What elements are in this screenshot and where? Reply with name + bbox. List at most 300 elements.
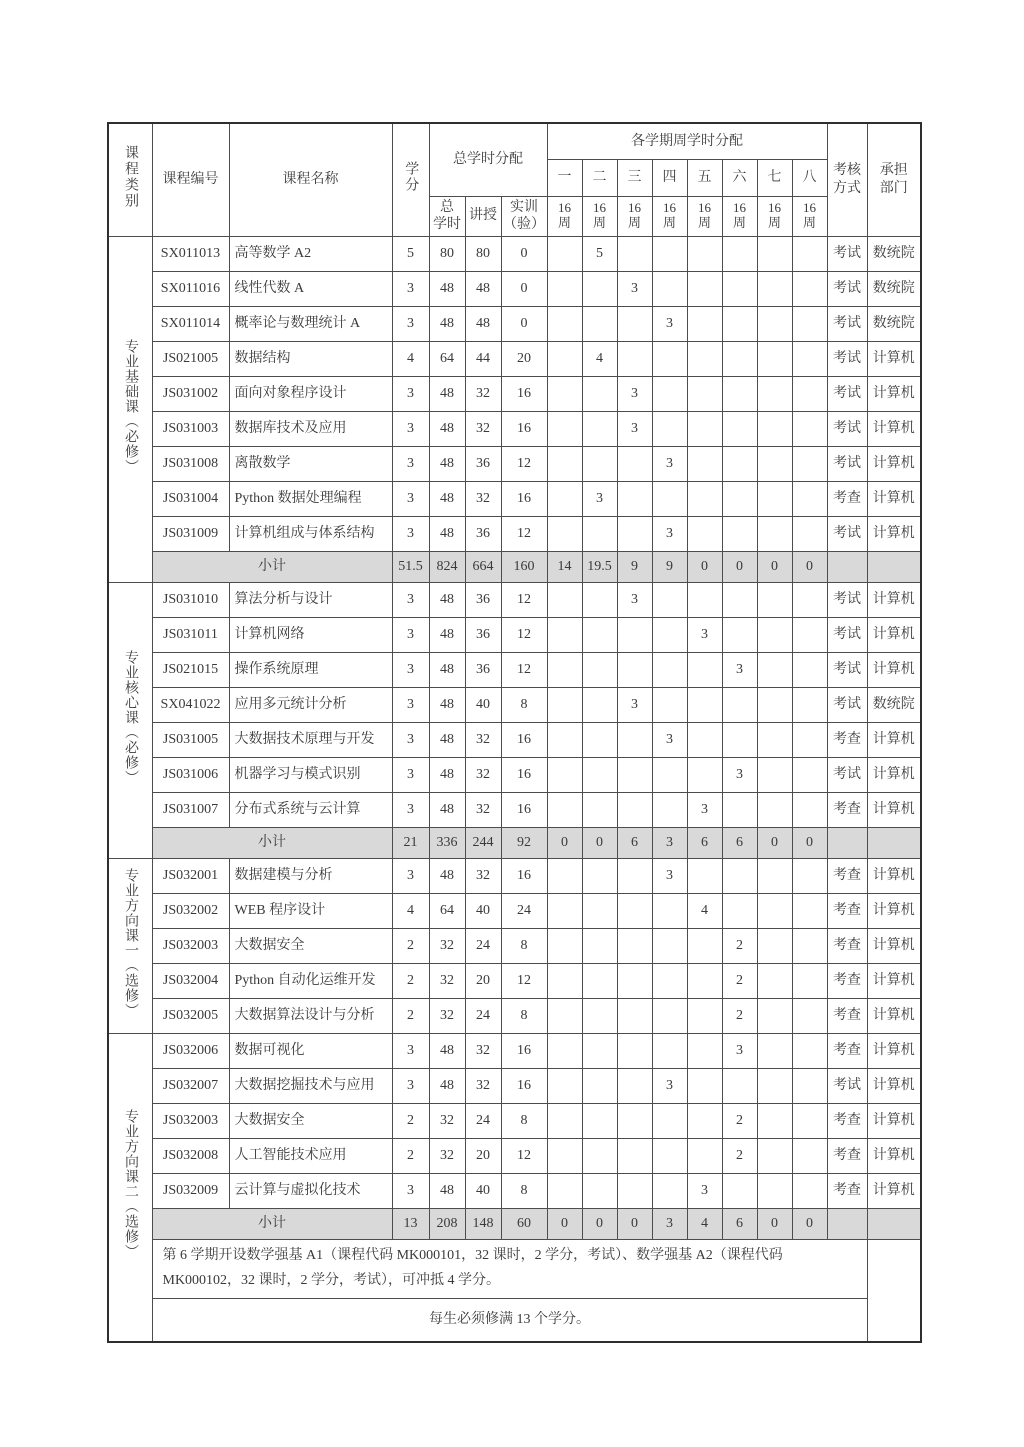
lecture-hours-cell: 20	[465, 1138, 501, 1173]
semester-hours-cell	[757, 963, 792, 998]
semester-hours-cell	[792, 516, 827, 551]
department-cell: 计算机	[867, 1068, 921, 1103]
practice-hours-cell: 12	[501, 1138, 547, 1173]
category-label: 专业基础课（必修）	[123, 338, 138, 474]
semester-hours-cell	[652, 271, 687, 306]
subtotal-row	[108, 1208, 921, 1239]
total-hours-cell: 48	[429, 582, 465, 617]
lecture-hours-cell: 24	[465, 928, 501, 963]
total-hours-cell: 48	[429, 376, 465, 411]
weeks-value: 16	[593, 200, 607, 216]
subtotal-semester-cell: 0	[757, 551, 792, 582]
course-code: JS021015	[152, 652, 229, 687]
lecture-hours-cell: 32	[465, 376, 501, 411]
semester-hours-cell	[792, 757, 827, 792]
course-row	[108, 411, 921, 446]
semester-hours-cell	[582, 928, 617, 963]
lecture-hours-cell: 32	[465, 1068, 501, 1103]
category-cell	[108, 1033, 152, 1342]
course-name: 机器学习与模式识别	[229, 757, 392, 792]
header-credits	[392, 123, 429, 236]
semester-hours-cell: 3	[652, 446, 687, 481]
course-row	[108, 928, 921, 963]
subtotal-semester-cell: 6	[722, 1208, 757, 1239]
total-hours-cell: 32	[429, 963, 465, 998]
course-row	[108, 446, 921, 481]
course-row	[108, 306, 921, 341]
credits-cell: 4	[392, 893, 429, 928]
semester-hours-cell	[687, 1033, 722, 1068]
practice-hours-cell: 0	[501, 306, 547, 341]
total-hours-cell: 32	[429, 998, 465, 1033]
practice-hours-cell: 8	[501, 687, 547, 722]
course-name: Python 数据处理编程	[229, 481, 392, 516]
semester-hours-cell	[687, 236, 722, 271]
semester-hours-cell	[722, 893, 757, 928]
header-row-1	[108, 123, 921, 159]
semester-hours-cell	[757, 271, 792, 306]
semester-hours-cell	[652, 617, 687, 652]
semester-hours-cell	[722, 1173, 757, 1208]
semester-hours-cell	[687, 652, 722, 687]
practice-hours-cell: 12	[501, 582, 547, 617]
subtotal-assessment-cell	[827, 827, 867, 858]
semester-hours-cell	[757, 757, 792, 792]
semester-hours-cell	[547, 306, 582, 341]
semester-hours-cell	[792, 481, 827, 516]
curriculum-table	[107, 122, 922, 1343]
course-row	[108, 722, 921, 757]
semester-hours-cell	[652, 1033, 687, 1068]
semester-hours-cell	[792, 446, 827, 481]
credits-cell: 3	[392, 858, 429, 893]
semester-hours-cell	[652, 928, 687, 963]
semester-hours-cell	[652, 341, 687, 376]
course-name: 操作系统原理	[229, 652, 392, 687]
department-cell: 计算机	[867, 481, 921, 516]
semester-hours-cell	[792, 271, 827, 306]
semester-hours-cell	[617, 893, 652, 928]
semester-hours-cell	[722, 481, 757, 516]
semester-hours-cell	[687, 1103, 722, 1138]
course-name: 算法分析与设计	[229, 582, 392, 617]
header-weeks-6	[722, 196, 757, 236]
semester-hours-cell	[792, 376, 827, 411]
assessment-cell: 考查	[827, 893, 867, 928]
semester-hours-cell: 3	[687, 1173, 722, 1208]
semester-hours-cell	[757, 516, 792, 551]
lecture-hours-cell: 36	[465, 617, 501, 652]
total-hours-cell: 48	[429, 858, 465, 893]
assessment-cell: 考试	[827, 411, 867, 446]
total-hours-cell: 48	[429, 652, 465, 687]
semester-hours-cell	[652, 792, 687, 827]
semester-hours-cell	[652, 998, 687, 1033]
credits-cell: 2	[392, 998, 429, 1033]
course-row	[108, 341, 921, 376]
semester-hours-cell: 2	[722, 963, 757, 998]
lecture-hours-cell: 32	[465, 722, 501, 757]
header-practice-hours-line1: 实训	[510, 199, 538, 215]
department-cell: 数统院	[867, 687, 921, 722]
subtotal-total-hours: 336	[429, 827, 465, 858]
header-semester-1: 一	[547, 159, 582, 196]
semester-hours-cell: 3	[722, 757, 757, 792]
semester-hours-cell	[582, 582, 617, 617]
total-hours-cell: 48	[429, 271, 465, 306]
course-name: WEB 程序设计	[229, 893, 392, 928]
header-semester-4: 四	[652, 159, 687, 196]
header-department-line1: 承担	[879, 163, 908, 179]
course-row	[108, 1033, 921, 1068]
semester-hours-cell	[757, 687, 792, 722]
practice-hours-cell: 16	[501, 858, 547, 893]
weeks-unit: 周	[803, 215, 817, 230]
subtotal-semester-cell: 0	[722, 551, 757, 582]
semester-hours-cell	[582, 376, 617, 411]
total-hours-cell: 48	[429, 757, 465, 792]
course-code: JS031005	[152, 722, 229, 757]
subtotal-semester-cell: 6	[687, 827, 722, 858]
semester-hours-cell	[617, 792, 652, 827]
subtotal-semester-cell: 0	[792, 551, 827, 582]
course-code: JS031004	[152, 481, 229, 516]
course-code: JS032004	[152, 963, 229, 998]
credits-cell: 3	[392, 582, 429, 617]
semester-hours-cell	[582, 1103, 617, 1138]
subtotal-department-cell	[867, 1208, 921, 1239]
total-hours-cell: 48	[429, 516, 465, 551]
subtotal-practice-hours: 92	[501, 827, 547, 858]
credits-cell: 2	[392, 1138, 429, 1173]
weeks-unit: 周	[663, 215, 677, 230]
department-cell: 计算机	[867, 792, 921, 827]
course-row	[108, 236, 921, 271]
practice-hours-cell: 16	[501, 411, 547, 446]
semester-hours-cell	[722, 271, 757, 306]
semester-hours-cell	[792, 893, 827, 928]
department-cell: 计算机	[867, 893, 921, 928]
course-code: JS032001	[152, 858, 229, 893]
credits-cell: 3	[392, 481, 429, 516]
semester-hours-cell	[792, 236, 827, 271]
semester-hours-cell	[617, 1138, 652, 1173]
header-practice-hours	[501, 196, 547, 236]
subtotal-semester-cell: 3	[652, 1208, 687, 1239]
subtotal-semester-cell: 0	[582, 827, 617, 858]
practice-hours-cell: 16	[501, 757, 547, 792]
category-cell	[108, 858, 152, 1033]
credits-cell: 2	[392, 1103, 429, 1138]
header-category-label: 课程类别	[123, 145, 138, 209]
note-required-credits: 每生必须修满 13 个学分。	[152, 1298, 867, 1342]
semester-hours-cell	[582, 1033, 617, 1068]
credits-cell: 3	[392, 757, 429, 792]
semester-hours-cell	[547, 582, 582, 617]
subtotal-credits: 13	[392, 1208, 429, 1239]
semester-hours-cell	[617, 757, 652, 792]
course-code: JS031007	[152, 792, 229, 827]
header-weeks-5	[687, 196, 722, 236]
weeks-unit: 周	[628, 215, 642, 230]
subtotal-total-hours: 208	[429, 1208, 465, 1239]
category-cell	[108, 236, 152, 582]
semester-hours-cell	[722, 411, 757, 446]
semester-hours-cell	[792, 306, 827, 341]
semester-hours-cell: 2	[722, 998, 757, 1033]
semester-hours-cell	[617, 341, 652, 376]
semester-hours-cell	[547, 271, 582, 306]
course-row	[108, 757, 921, 792]
semester-hours-cell: 3	[617, 271, 652, 306]
weeks-unit: 周	[698, 215, 712, 230]
semester-hours-cell	[582, 858, 617, 893]
semester-hours-cell	[722, 306, 757, 341]
lecture-hours-cell: 48	[465, 306, 501, 341]
semester-hours-cell	[547, 1033, 582, 1068]
assessment-cell: 考试	[827, 271, 867, 306]
course-name: 高等数学 A2	[229, 236, 392, 271]
course-name: 数据可视化	[229, 1033, 392, 1068]
assessment-cell: 考试	[827, 446, 867, 481]
semester-hours-cell	[757, 376, 792, 411]
semester-hours-cell	[617, 722, 652, 757]
total-hours-cell: 48	[429, 792, 465, 827]
semester-hours-cell	[757, 341, 792, 376]
credits-cell: 3	[392, 411, 429, 446]
assessment-cell: 考试	[827, 236, 867, 271]
category-cell	[108, 582, 152, 858]
semester-hours-cell	[547, 481, 582, 516]
weeks-unit: 周	[768, 215, 782, 230]
assessment-cell: 考查	[827, 858, 867, 893]
course-row	[108, 1103, 921, 1138]
total-hours-cell: 64	[429, 893, 465, 928]
practice-hours-cell: 8	[501, 998, 547, 1033]
semester-hours-cell: 4	[687, 893, 722, 928]
subtotal-semester-cell: 0	[687, 551, 722, 582]
semester-hours-cell: 3	[652, 1068, 687, 1103]
semester-hours-cell	[547, 1103, 582, 1138]
course-row	[108, 516, 921, 551]
course-code: JS031009	[152, 516, 229, 551]
header-weeks-7	[757, 196, 792, 236]
semester-hours-cell	[617, 858, 652, 893]
semester-hours-cell	[792, 1103, 827, 1138]
semester-hours-cell	[722, 722, 757, 757]
semester-hours-cell	[757, 411, 792, 446]
course-code: JS032003	[152, 1103, 229, 1138]
assessment-cell: 考查	[827, 1138, 867, 1173]
department-cell: 数统院	[867, 236, 921, 271]
course-code: JS031003	[152, 411, 229, 446]
course-code: JS032002	[152, 893, 229, 928]
department-cell: 计算机	[867, 411, 921, 446]
semester-hours-cell	[617, 481, 652, 516]
semester-hours-cell	[792, 998, 827, 1033]
semester-hours-cell	[722, 236, 757, 271]
total-hours-cell: 48	[429, 617, 465, 652]
semester-hours-cell	[687, 481, 722, 516]
subtotal-semester-cell: 0	[792, 1208, 827, 1239]
semester-hours-cell	[687, 306, 722, 341]
lecture-hours-cell: 36	[465, 516, 501, 551]
credits-cell: 3	[392, 1173, 429, 1208]
course-row	[108, 617, 921, 652]
semester-hours-cell	[757, 998, 792, 1033]
semester-hours-cell	[687, 516, 722, 551]
header-weeks-4	[652, 196, 687, 236]
course-row	[108, 963, 921, 998]
course-row	[108, 271, 921, 306]
semester-hours-cell	[687, 411, 722, 446]
semester-hours-cell	[687, 858, 722, 893]
semester-hours-cell	[652, 1173, 687, 1208]
department-cell: 数统院	[867, 306, 921, 341]
course-name: 线性代数 A	[229, 271, 392, 306]
semester-hours-cell	[652, 757, 687, 792]
department-cell: 数统院	[867, 271, 921, 306]
course-row	[108, 792, 921, 827]
course-name: 大数据算法设计与分析	[229, 998, 392, 1033]
semester-hours-cell: 5	[582, 236, 617, 271]
semester-hours-cell	[792, 1068, 827, 1103]
semester-hours-cell	[582, 652, 617, 687]
department-cell: 计算机	[867, 1033, 921, 1068]
credits-cell: 3	[392, 792, 429, 827]
semester-hours-cell	[547, 963, 582, 998]
course-row	[108, 481, 921, 516]
semester-hours-cell	[547, 411, 582, 446]
header-assessment	[827, 123, 867, 236]
header-code: 课程编号	[152, 123, 229, 236]
credits-cell: 4	[392, 341, 429, 376]
subtotal-semester-cell: 9	[617, 551, 652, 582]
semester-hours-cell	[652, 963, 687, 998]
credits-cell: 5	[392, 236, 429, 271]
semester-hours-cell	[757, 1138, 792, 1173]
credits-cell: 2	[392, 963, 429, 998]
subtotal-lecture-hours: 148	[465, 1208, 501, 1239]
header-semester-6: 六	[722, 159, 757, 196]
semester-hours-cell	[792, 617, 827, 652]
semester-hours-cell	[757, 652, 792, 687]
semester-hours-cell	[687, 928, 722, 963]
assessment-cell: 考试	[827, 652, 867, 687]
weeks-value: 16	[803, 200, 817, 216]
course-row	[108, 1138, 921, 1173]
semester-hours-cell	[547, 1068, 582, 1103]
assessment-cell: 考试	[827, 582, 867, 617]
semester-hours-cell: 3	[687, 617, 722, 652]
semester-hours-cell	[792, 1033, 827, 1068]
practice-hours-cell: 24	[501, 893, 547, 928]
subtotal-total-hours: 824	[429, 551, 465, 582]
department-cell: 计算机	[867, 1138, 921, 1173]
course-name: 离散数学	[229, 446, 392, 481]
semester-hours-cell	[792, 722, 827, 757]
weeks-unit: 周	[593, 215, 607, 230]
semester-hours-cell	[792, 1138, 827, 1173]
total-hours-cell: 48	[429, 1068, 465, 1103]
practice-hours-cell: 16	[501, 1033, 547, 1068]
semester-hours-cell	[582, 516, 617, 551]
practice-hours-cell: 0	[501, 236, 547, 271]
course-code: JS021005	[152, 341, 229, 376]
course-name: 大数据技术原理与开发	[229, 722, 392, 757]
semester-hours-cell	[582, 893, 617, 928]
semester-hours-cell	[687, 582, 722, 617]
semester-hours-cell: 3	[722, 1033, 757, 1068]
course-name: 大数据挖掘技术与应用	[229, 1068, 392, 1103]
practice-hours-cell: 8	[501, 928, 547, 963]
total-hours-cell: 48	[429, 1033, 465, 1068]
semester-hours-cell	[687, 722, 722, 757]
lecture-hours-cell: 32	[465, 757, 501, 792]
course-row	[108, 998, 921, 1033]
total-hours-cell: 32	[429, 1138, 465, 1173]
course-row	[108, 376, 921, 411]
subtotal-semester-cell: 0	[757, 827, 792, 858]
semester-hours-cell	[757, 1033, 792, 1068]
note-row	[108, 1239, 921, 1298]
semester-hours-cell: 3	[652, 306, 687, 341]
course-name: 计算机网络	[229, 617, 392, 652]
semester-hours-cell	[617, 1173, 652, 1208]
credits-cell: 3	[392, 617, 429, 652]
credits-cell: 3	[392, 1068, 429, 1103]
lecture-hours-cell: 20	[465, 963, 501, 998]
lecture-hours-cell: 36	[465, 652, 501, 687]
semester-hours-cell	[722, 858, 757, 893]
subtotal-semester-cell: 0	[792, 827, 827, 858]
assessment-cell: 考查	[827, 998, 867, 1033]
semester-hours-cell	[617, 928, 652, 963]
header-practice-hours-line2: （验）	[503, 217, 545, 232]
semester-hours-cell	[547, 722, 582, 757]
subtotal-practice-hours: 160	[501, 551, 547, 582]
subtotal-semester-cell: 0	[582, 1208, 617, 1239]
credits-cell: 3	[392, 722, 429, 757]
header-assessment-line1: 考核	[833, 163, 862, 179]
course-row	[108, 893, 921, 928]
semester-hours-cell	[617, 236, 652, 271]
semester-hours-cell	[582, 757, 617, 792]
semester-hours-cell: 3	[617, 582, 652, 617]
semester-hours-cell	[757, 928, 792, 963]
department-cell: 计算机	[867, 617, 921, 652]
subtotal-practice-hours: 60	[501, 1208, 547, 1239]
assessment-cell: 考试	[827, 687, 867, 722]
lecture-hours-cell: 32	[465, 1033, 501, 1068]
semester-hours-cell: 4	[582, 341, 617, 376]
semester-hours-cell	[617, 1068, 652, 1103]
header-total-hours-line2: 学时	[433, 217, 461, 232]
semester-hours-cell: 2	[722, 1103, 757, 1138]
semester-hours-cell: 3	[652, 858, 687, 893]
semester-hours-cell	[617, 652, 652, 687]
semester-hours-cell	[722, 341, 757, 376]
lecture-hours-cell: 36	[465, 582, 501, 617]
semester-hours-cell	[792, 1173, 827, 1208]
curriculum-sheet	[107, 122, 922, 1343]
header-semester-3: 三	[617, 159, 652, 196]
semester-hours-cell	[547, 687, 582, 722]
semester-hours-cell	[792, 792, 827, 827]
semester-hours-cell	[617, 617, 652, 652]
department-cell: 计算机	[867, 757, 921, 792]
category-label: 专业方向课二（选修）	[123, 1109, 138, 1260]
